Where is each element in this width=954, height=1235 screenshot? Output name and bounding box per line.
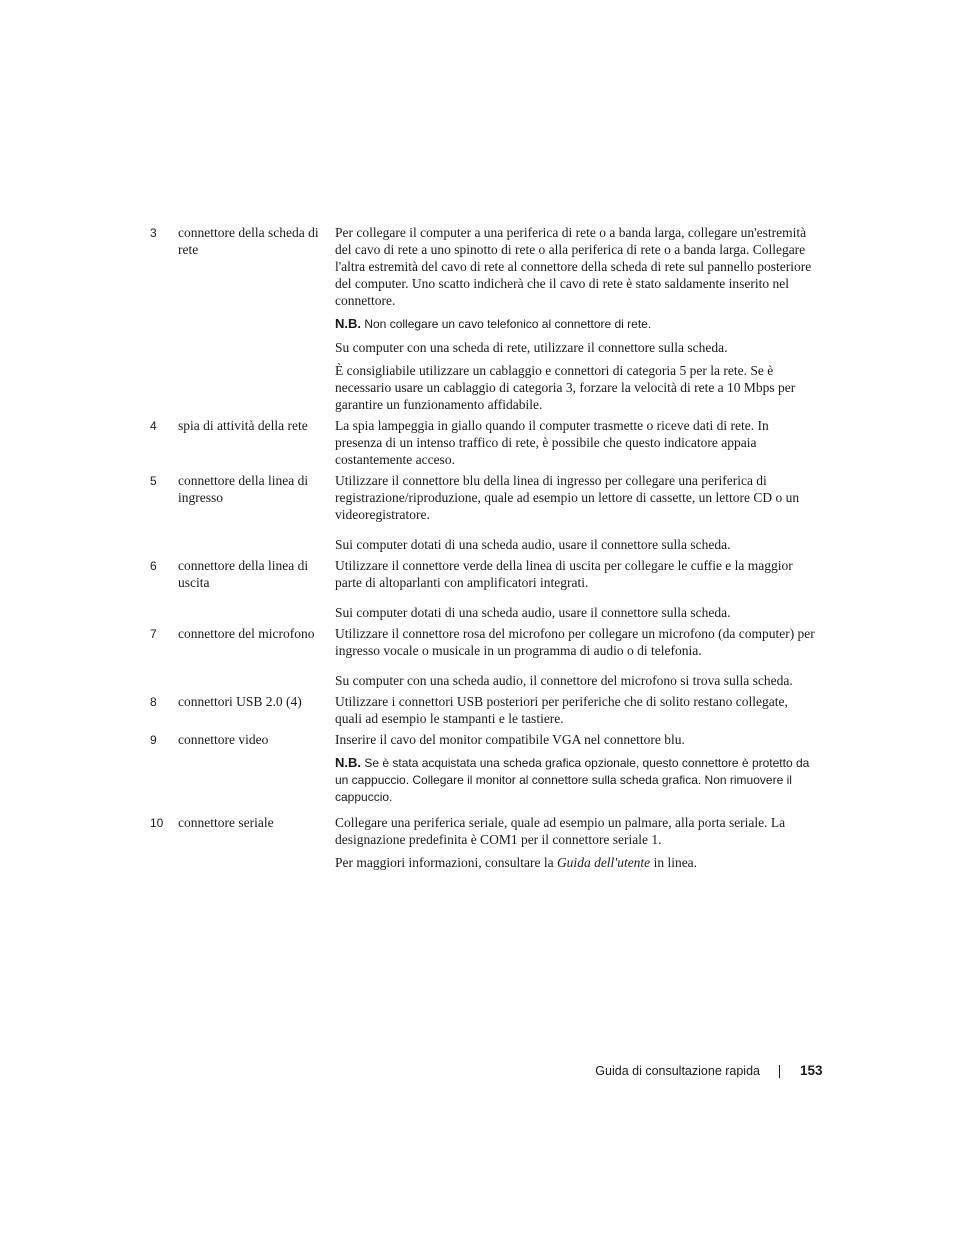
table-row (150, 557, 815, 623)
connector-name: connettore della linea di uscita (178, 558, 309, 590)
table-row (150, 814, 815, 873)
table-row (150, 693, 815, 729)
paragraph-text: Su computer con una scheda audio, il connettore del microfono si trova sulla scheda. (335, 673, 793, 688)
note (335, 315, 815, 333)
paragraph-text: Inserire il cavo del monitor compatibile VGA nel connettore blu. (335, 732, 685, 747)
description-paragraph (335, 814, 815, 848)
paragraph-text: Utilizzare il connettore rosa del microfono per collegare un microfono (da computer) per ingresso vocale o musicale in un programma di audio o di telefonia. (335, 626, 815, 658)
description-paragraph (335, 625, 815, 659)
table-row (150, 731, 815, 812)
description-paragraph (335, 604, 815, 621)
paragraph-text: Utilizzare il connettore verde della linea di uscita per collegare le cuffie e la maggior parte di altoparlanti con amplificatori integrati. (335, 558, 793, 590)
connector-description (335, 557, 815, 623)
paragraph-text: Per maggiori informazioni, consultare la (335, 855, 557, 870)
description-paragraph (335, 731, 815, 748)
description-paragraph (335, 854, 815, 871)
paragraph-text: Collegare una periferica seriale, quale ad esempio un palmare, alla porta seriale. La designazione predefinita è COM1 per il connettore seriale 1. (335, 815, 786, 847)
table-row (150, 417, 815, 470)
note-text: Non collegare un cavo telefonico al connettore di rete. (364, 317, 652, 331)
note-label: N.B. (335, 316, 361, 331)
paragraph-text: Utilizzare i connettori USB posteriori per periferiche che di solito restano collegate, quali ad esempio le stampanti e le tastiere. (335, 694, 788, 726)
document-title-italic: Guida dell'utente (556, 855, 651, 870)
page-footer (0, 1061, 954, 1081)
description-paragraph (335, 672, 815, 689)
footer-separator (779, 1065, 780, 1078)
item-number: 8 (150, 695, 157, 709)
item-number: 4 (150, 419, 157, 433)
connector-name: connettore della linea di ingresso (178, 473, 309, 505)
page-number: 153 (800, 1063, 823, 1078)
note (335, 754, 815, 806)
item-number: 5 (150, 474, 157, 488)
footer-title: Guida di consultazione rapida (595, 1064, 760, 1078)
note-label: N.B. (335, 755, 361, 770)
paragraph-text-after: in linea. (650, 855, 698, 870)
paragraph-text: È consigliabile utilizzare un cablaggio e connettori di categoria 5 per la rete. Se è necessario usare un cablaggio di categoria 3, forzare la velocità di rete a 10 Mbps per garantire un funzionamento affidabile. (335, 363, 796, 412)
table-row (150, 472, 815, 555)
connector-description (335, 731, 815, 812)
note-text: Se è stata acquistata una scheda grafica opzionale, questo connettore è protetto da un cappuccio. Collegare il monitor al connettore sulla scheda grafica. Non rimuovere il cappuccio. (335, 756, 810, 804)
connector-description (335, 693, 815, 729)
connector-description (335, 224, 815, 415)
connector-name: connettore della scheda di rete (178, 225, 319, 257)
paragraph-text: Utilizzare il connettore blu della linea di ingresso per collegare una periferica di registrazione/riproduzione, quale ad esempio un lettore di cassette, un lettore CD o un videoregistratore. (335, 473, 800, 522)
connector-name: connettori USB 2.0 (4) (178, 694, 302, 709)
connector-name: connettore video (178, 732, 269, 747)
connector-name: spia di attività della rete (178, 418, 308, 433)
item-number: 10 (150, 816, 164, 830)
description-paragraph (335, 362, 815, 413)
item-number: 6 (150, 559, 157, 573)
connector-description (335, 472, 815, 555)
description-paragraph (335, 224, 815, 309)
table-row (150, 625, 815, 691)
paragraph-text: Per collegare il computer a una periferica di rete o a banda larga, collegare un'estremità del cavo di rete a uno spinotto di rete o alla periferica di rete o a banda larga. Collegare l'altra estremità del cavo di rete al connettore della scheda di rete sul pannello posteriore del computer. Uno scatto indicherà che il cavo di rete è stato saldamente inserito nel connettore. (335, 225, 812, 308)
connector-name: connettore del microfono (178, 626, 315, 641)
paragraph-text: Sui computer dotati di una scheda audio, usare il connettore sulla scheda. (335, 605, 731, 620)
connector-description (335, 814, 815, 873)
description-paragraph (335, 472, 815, 523)
description-paragraph (335, 536, 815, 553)
connector-description (335, 417, 815, 470)
description-paragraph (335, 693, 815, 727)
description-paragraph (335, 557, 815, 591)
item-number: 9 (150, 733, 157, 747)
paragraph-text: Su computer con una scheda di rete, utilizzare il connettore sulla scheda. (335, 340, 728, 355)
paragraph-text: Sui computer dotati di una scheda audio, usare il connettore sulla scheda. (335, 537, 731, 552)
paragraph-text: La spia lampeggia in giallo quando il computer trasmette o riceve dati di rete. In presenza di un intenso traffico di rete, è possibile che questo indicatore appaia costantemente acceso. (335, 418, 769, 467)
connector-table (150, 224, 815, 873)
item-number: 3 (150, 226, 157, 240)
connector-name: connettore seriale (178, 815, 274, 830)
table-row (150, 224, 815, 415)
connector-description (335, 625, 815, 691)
item-number: 7 (150, 627, 157, 641)
description-paragraph (335, 417, 815, 468)
description-paragraph (335, 339, 815, 356)
